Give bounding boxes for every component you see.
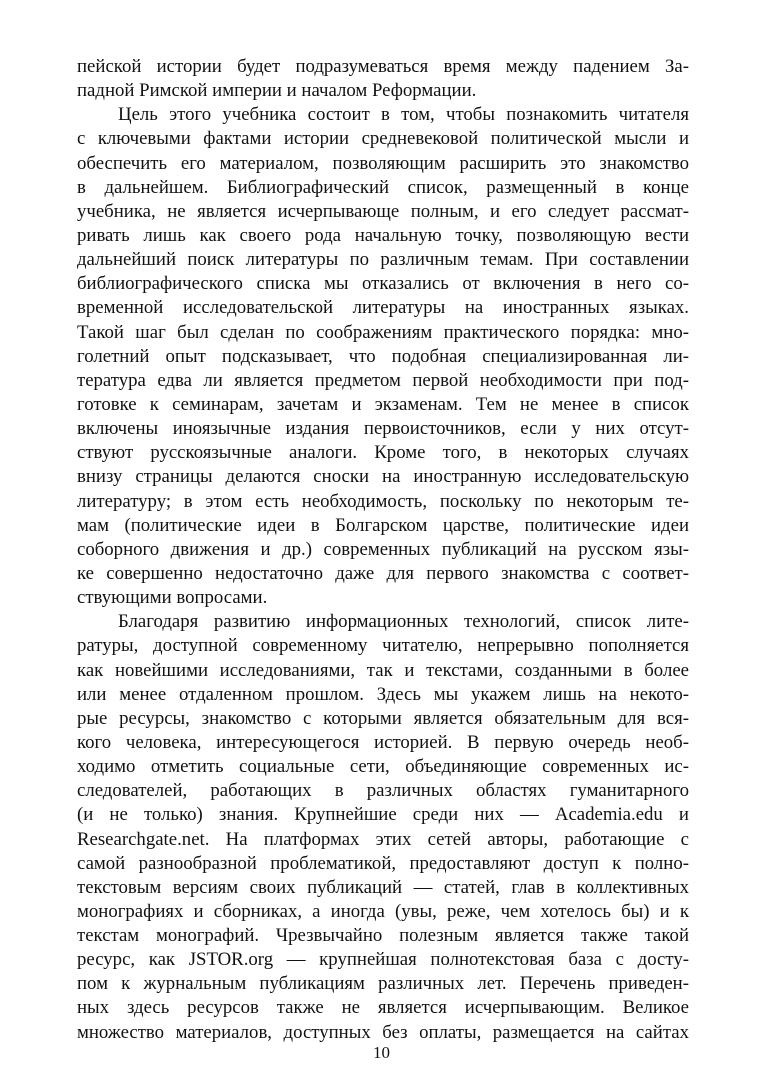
text-line: дальнейший поиск литературы по различным темам. При составлении	[77, 249, 689, 271]
paragraph-3	[77, 610, 689, 1045]
text-line: ресурс, как JSTOR.org — крупнейшая полнотекстовая база с досту-	[77, 949, 689, 971]
text-line: учебника, не является исчерпывающе полным, и его следует рассмат-	[77, 200, 689, 222]
text-line: с ключевыми фактами истории средневековой политической мысли и	[77, 128, 689, 150]
text-line: следователей, работающих в различных областях гуманитарного	[77, 780, 689, 802]
text-line: внизу страницы делаются сноски на иностранную исследовательскую	[77, 466, 689, 488]
text-line: кого человека, интересующегося историей. В первую очередь необ-	[77, 731, 689, 753]
text-line: мам (политические идеи в Болгарском царстве, политические идеи	[77, 514, 689, 536]
text-line: ствующими вопросами.	[77, 587, 268, 609]
text-line: пейской истории будет подразумеваться время между падением За-	[77, 56, 689, 77]
text-line: ходимо отметить социальные сети, объединяющие современных ис-	[77, 756, 689, 778]
text-line: падной Римской империи и началом Реформации.	[77, 80, 477, 102]
text-line: ных здесь ресурсов также не является исчерпывающим. Великое	[77, 997, 689, 1019]
page-body	[77, 55, 689, 1045]
text-line: литературу; в этом есть необходимость, поскольку по некоторым те-	[77, 490, 689, 512]
text-line: Благодаря развитию информационных технологий, список лите-	[118, 611, 689, 633]
text-line: как новейшими исследованиями, так и текстами, созданными в более	[77, 659, 689, 681]
text-line: ке совершенно недостаточно даже для первого знакомства с соответ-	[77, 562, 689, 584]
text-line: текстам монографий. Чрезвычайно полезным является также такой	[77, 925, 689, 947]
text-line: Цель этого учебника состоит в том, чтобы познакомить читателя	[118, 104, 689, 126]
text-line: Researchgate.net. На платформах этих сетей авторы, работающие с	[77, 828, 689, 850]
text-line: множество материалов, доступных без оплаты, размещается на сайтах	[77, 1021, 689, 1043]
text-line: библиографического списка мы отказались от включения в него со-	[77, 273, 689, 295]
text-line: ствуют русскоязычные аналоги. Кроме того, в некоторых случаях	[77, 442, 689, 464]
text-line: (и не только) знания. Крупнейшие среди них — Academia.edu и	[77, 804, 689, 826]
text-line: обеспечить его материалом, позволяющим расширить это знакомство	[77, 152, 689, 174]
text-line: в дальнейшем. Библиографический список, размещенный в конце	[77, 176, 689, 198]
text-line: Такой шаг был сделан по соображениям практического порядка: мно-	[77, 321, 689, 343]
text-line: рые ресурсы, знакомство с которыми является обязательным для вся-	[77, 707, 689, 729]
text-line: готовке к семинарам, зачетам и экзаменам. Тем не менее в список	[77, 393, 689, 415]
text-line: текстовым версиям своих публикаций — статей, глав в коллективных	[77, 876, 689, 898]
text-line: или менее отдаленном прошлом. Здесь мы укажем лишь на некото-	[77, 683, 689, 705]
text-line: самой разнообразной проблематикой, предоставляют доступ к полно-	[77, 852, 689, 874]
text-line: временной исследовательской литературы на иностранных языках.	[77, 297, 689, 319]
text-line: соборного движения и др.) современных публикаций на русском язы-	[77, 538, 689, 560]
text-line: ратуры, доступной современному читателю, непрерывно пополняется	[77, 635, 689, 657]
paragraph-2	[77, 103, 689, 610]
text-line: тература едва ли является предметом первой необходимости при под-	[77, 369, 689, 391]
text-line: ривать лишь как своего рода начальную точку, позволяющую вести	[77, 224, 689, 246]
text-line: голетний опыт подсказывает, что подобная специализированная ли-	[77, 345, 689, 367]
page-number: 10	[373, 1043, 390, 1062]
text-line: монографиях и сборниках, а иногда (увы, реже, чем хотелось бы) и к	[77, 900, 689, 922]
text-line: включены иноязычные издания первоисточников, если у них отсут-	[77, 418, 689, 440]
paragraph-1	[77, 55, 689, 103]
text-line: пом к журнальным публикациям различных лет. Перечень приведен-	[77, 973, 689, 995]
